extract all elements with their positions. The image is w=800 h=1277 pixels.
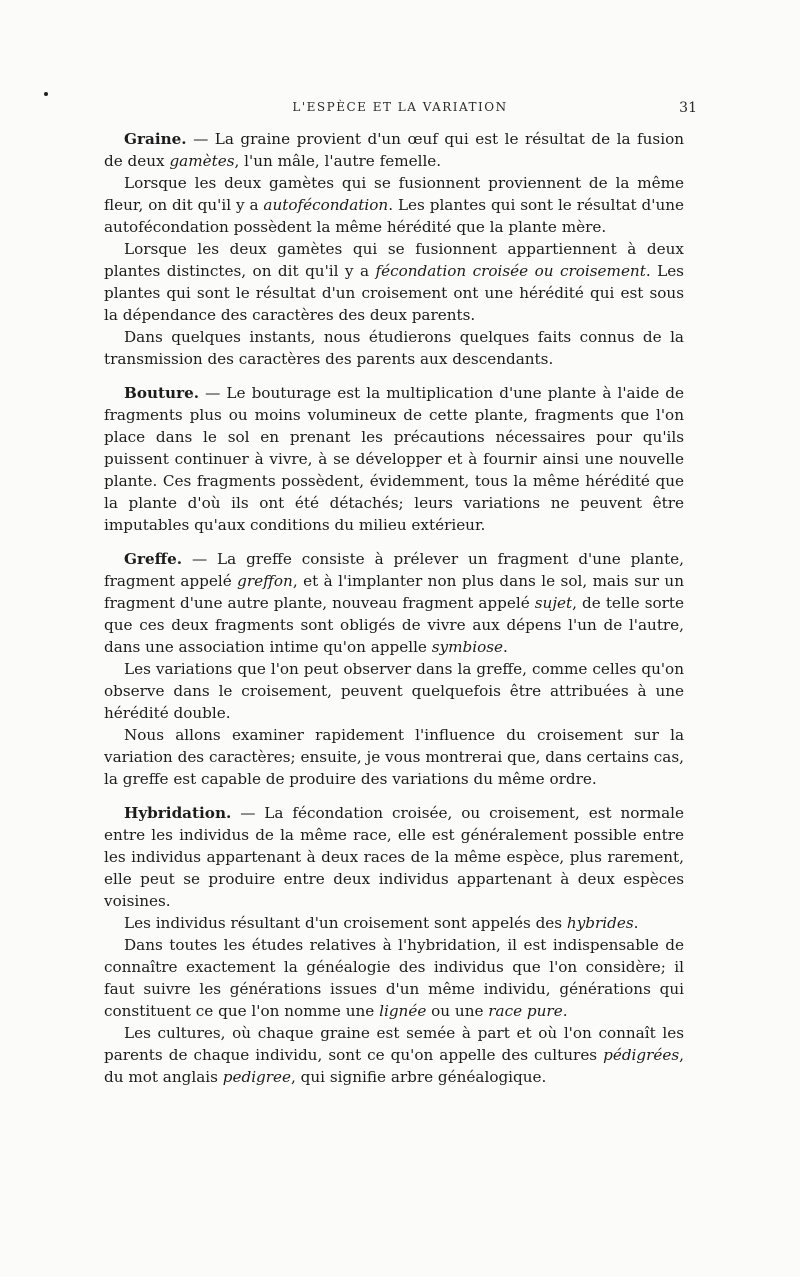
graine-paragraph-4 xyxy=(104,326,684,370)
term-lignee: lignée xyxy=(379,1002,427,1020)
greffe-paragraph-3 xyxy=(104,724,684,790)
greffe-text-d: . xyxy=(503,638,508,656)
bouture-heading: Bouture. xyxy=(124,384,200,402)
term-fecondation-croisee: fécondation croisée ou croisement xyxy=(375,262,646,280)
greffe-text-b: , et à l'implanter non plus dans le sol, mais sur un fragment d'une autre plante, nouveau fragment appelé xyxy=(104,572,684,612)
greffe-p3-text: Nous allons examiner rapidement l'influence du croisement sur la variation des caractères; ensuite, je vous montrerai que, dans certains cas, la greffe est capable de produire des variations du même ordre. xyxy=(104,726,684,788)
bouture-paragraph xyxy=(104,382,684,536)
term-sujet: sujet xyxy=(534,594,573,612)
term-symbiose: symbiose xyxy=(431,638,504,656)
graine-p3-text-b: . Les plantes qui sont le résultat d'un croisement ont une hérédité qui est sous la dépendance des caractères des deux parents. xyxy=(104,262,684,324)
hybridation-p2-text-a: Les individus résultant d'un croisement sont appelés des xyxy=(124,914,567,932)
greffe-text-c: , de telle sorte que ces deux fragments sont obligés de vivre aux dépens l'un de l'autre, dans une association intime qu'on appelle xyxy=(104,594,684,656)
hybridation-p2-text-b: . xyxy=(633,914,639,932)
page-body xyxy=(104,128,684,1088)
hybridation-p3-text-c: . xyxy=(562,1002,568,1020)
graine-p3-text-a: Lorsque les deux gamètes qui se fusionnent appartiennent à deux plantes distinctes, on dit qu'il y a xyxy=(104,240,684,280)
greffe-text-a: — La greffe consiste à prélever un fragment d'une plante, fragment appelé xyxy=(104,550,684,590)
page-number: 31 xyxy=(679,100,697,116)
hybridation-paragraph-3 xyxy=(104,934,684,1022)
hybridation-p4-text-a: Les cultures, où chaque graine est semée à part et où l'on connaît les parents de chaque individu, sont ce qu'on appelle des cultures xyxy=(104,1024,684,1064)
hybridation-paragraph-4 xyxy=(104,1022,684,1088)
graine-paragraph-3 xyxy=(104,238,684,326)
hybridation-p3-text-a: Dans toutes les études relatives à l'hybridation, il est indispensable de connaître exactement la généalogie des individus que l'on considère; il faut suivre les générations issues d'un même individu, générations qui constituent ce que l'on nomme une xyxy=(104,936,684,1020)
graine-text-b: , l'un mâle, l'autre femelle. xyxy=(234,152,442,170)
term-autofecondation: autofécondation xyxy=(263,196,389,214)
graine-paragraph-2 xyxy=(104,172,684,238)
term-hybrides: hybrides xyxy=(566,914,634,932)
hybridation-p3-text-b: ou une xyxy=(426,1002,489,1020)
graine-p2-text-b: . Les plantes qui sont le résultat d'une autofécondation possèdent la même hérédité que la plante mère. xyxy=(104,196,684,236)
page-header xyxy=(0,100,800,124)
term-greffon: greffon xyxy=(237,572,293,590)
greffe-heading: Greffe. xyxy=(124,550,183,568)
hybridation-heading: Hybridation. xyxy=(124,804,232,822)
hybridation-paragraph-2 xyxy=(104,912,684,934)
hybridation-p4-text-b: , du mot anglais xyxy=(104,1046,684,1086)
hybridation-text: — La fécondation croisée, ou croisement, est normale entre les individus de la même race, elle est généralement possible entre les individus appartenant à deux races de la même espèce, plus rarement, elle peut se produire entre deux individus appartenant à deux espèces voisines. xyxy=(104,804,684,910)
greffe-p2-text: Les variations que l'on peut observer dans la greffe, comme celles qu'on observe dans le croisement, peuvent quelquefois être attribuées à une hérédité double. xyxy=(104,660,684,722)
term-gametes: gamètes xyxy=(169,152,235,170)
ink-speck xyxy=(44,92,48,96)
term-race-pure: race pure xyxy=(488,1002,563,1020)
greffe-paragraph-1 xyxy=(104,548,684,658)
term-pedigrees: pédigrées xyxy=(603,1046,680,1064)
graine-text-a: — La graine provient d'un œuf qui est le résultat de la fusion de deux xyxy=(104,130,684,170)
bouture-text: — Le bouturage est la multiplication d'une plante à l'aide de fragments plus ou moins volumineux de cette plante, fragments que l'on place dans le sol en prenant les précautions nécessaires pour qu'ils puissent continuer à vivre, à se développer et à fournir ainsi une nouvelle plante. Ces fragments possèdent, évidemment, tous la même hérédité que la plante d'où ils ont été détachés; leurs variations ne peuvent être imputables qu'aux conditions du milieu extérieur. xyxy=(104,384,684,534)
hybridation-p4-text-c: , qui signifie arbre généalogique. xyxy=(291,1068,547,1086)
graine-paragraph-1 xyxy=(104,128,684,172)
graine-p2-text-a: Lorsque les deux gamètes qui se fusionnent proviennent de la même fleur, on dit qu'il y a xyxy=(104,174,684,214)
term-pedigree: pedigree xyxy=(222,1068,292,1086)
hybridation-paragraph-1 xyxy=(104,802,684,912)
greffe-paragraph-2 xyxy=(104,658,684,724)
graine-p4-text: Dans quelques instants, nous étudierons quelques faits connus de la transmission des caractères des parents aux descendants. xyxy=(104,328,684,368)
running-title: L'ESPÈCE ET LA VARIATION xyxy=(292,100,508,114)
graine-heading: Graine. xyxy=(124,130,187,148)
